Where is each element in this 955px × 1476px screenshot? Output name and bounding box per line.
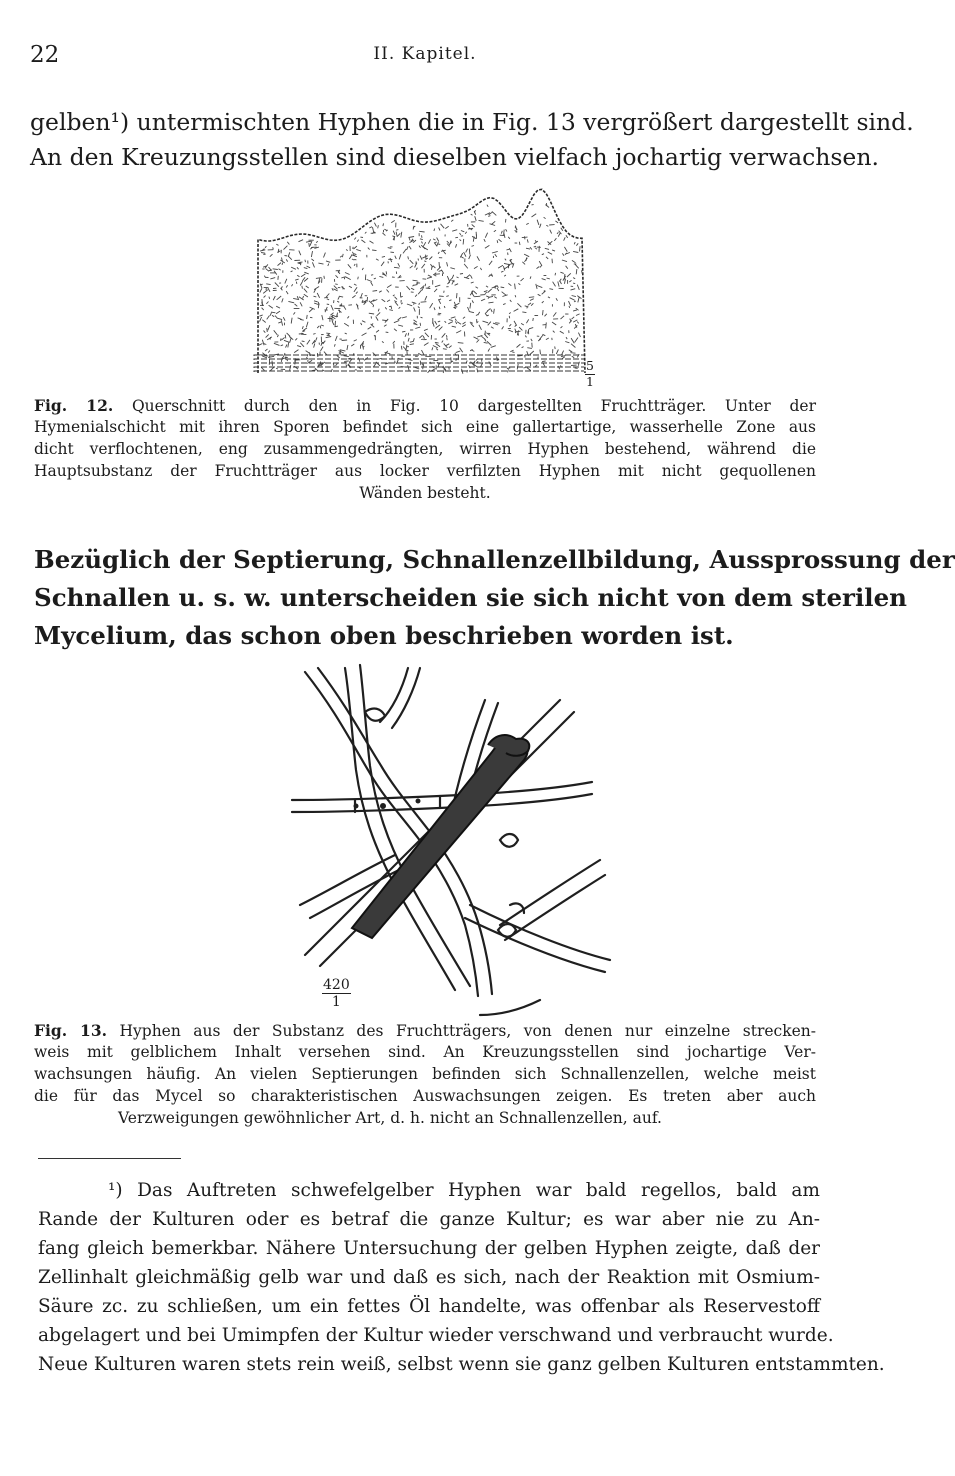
clamp-connection	[498, 924, 516, 937]
caption-label: Fig. 12.	[34, 396, 114, 415]
hypha	[480, 1000, 540, 1015]
caption-line: Fig. 13. Hyphen aus der Substanz des Fruchtträgers, von denen nur einzelne strecken-	[34, 1021, 816, 1040]
scale-numerator: 5	[586, 358, 594, 373]
body-line: Schnallen u. s. w. unterscheiden sie sich nicht von dem sterilen	[34, 583, 907, 612]
scale-numerator: 420	[323, 977, 350, 993]
footnote-marker: ¹)	[108, 1180, 123, 1201]
footnote-line: Rande der Kulturen oder es betraf die ganze Kultur; es war aber nie zu An-	[38, 1209, 820, 1230]
body-line: An den Kreuzungsstellen sind dieselben vielfach jochartig verwachsen.	[30, 143, 879, 171]
footnote-line: fang gleich bemerkbar. Nähere Untersuchung der gelben Hyphen zeigte, daß der	[38, 1238, 820, 1259]
hypha	[505, 875, 605, 940]
hypha	[465, 918, 605, 972]
caption-label: Fig. 13.	[34, 1021, 108, 1040]
footnote-line: ¹) Das Auftreten schwefelgelber Hyphen war bald regellos, bald am	[108, 1180, 820, 1201]
caption-line: Hymenialschicht mit ihren Sporen befindet sich eine gallertartige, wasserhelle Zone aus	[34, 418, 816, 436]
caption-line: Verzweigungen gewöhnlicher Art, d. h. nicht an Schnallenzellen, auf.	[118, 1109, 662, 1127]
footnote-line: Neue Kulturen waren stets rein weiß, selbst wenn sie ganz gelben Kulturen entstammten.	[38, 1354, 885, 1375]
page-number: 22	[30, 42, 60, 68]
caption-line: Wänden besteht.	[359, 484, 491, 502]
clamp-connection	[365, 709, 385, 721]
hypha	[500, 860, 600, 925]
hypha	[318, 668, 492, 994]
footnote-line: Zellinhalt gleichmäßig gelb war und daß es sich, nach der Reaktion mit Osmium-	[38, 1267, 820, 1288]
hypha	[292, 782, 592, 800]
caption-line: dicht verflochtenen, eng zusammengedrängten, wirren Hyphen bestehend, während die	[34, 440, 816, 458]
running-head: II. Kapitel.	[373, 44, 477, 64]
clamp-connection	[500, 834, 518, 847]
footnote-line: Säure zc. zu schließen, um ein fettes Öl handelte, was offenbar als Reservestoff	[38, 1296, 820, 1317]
body-line: Mycelium, das schon oben beschrieben worden ist.	[34, 621, 734, 650]
scale-denominator: 1	[331, 994, 341, 1010]
body-line: Bezüglich der Septierung, Schnallenzellbildung, Aussprossung der	[34, 545, 955, 574]
footnote-line: abgelagert und bei Umimpfen der Kultur wieder verschwand und verbraucht wurde.	[38, 1325, 834, 1346]
caption-line: Hauptsubstanz der Fruchtträger aus locker verfilzten Hyphen mit nicht gequollenen	[34, 462, 816, 480]
body-line: gelben¹) untermischten Hyphen die in Fig. 13 vergrößert dargestellt sind.	[30, 108, 914, 136]
caption-line: weis mit gelblichem Inhalt versehen sind. An Kreuzungsstellen sind jochartige Ver-	[34, 1043, 816, 1061]
caption-line: Fig. 12. Querschnitt durch den in Fig. 10 dargestellten Fruchtträger. Unter der	[34, 396, 816, 415]
footnote-rule	[38, 1158, 181, 1159]
caption-line: die für das Mycel so charakteristischen Auswachsungen zeigen. Es treten aber auch	[34, 1087, 816, 1105]
caption-line: wachsungen häufig. An vielen Septierungen befinden sich Schnallenzellen, welche meist	[34, 1065, 816, 1083]
scale-denominator: 1	[586, 373, 594, 389]
figure-13-scale	[322, 978, 351, 1009]
